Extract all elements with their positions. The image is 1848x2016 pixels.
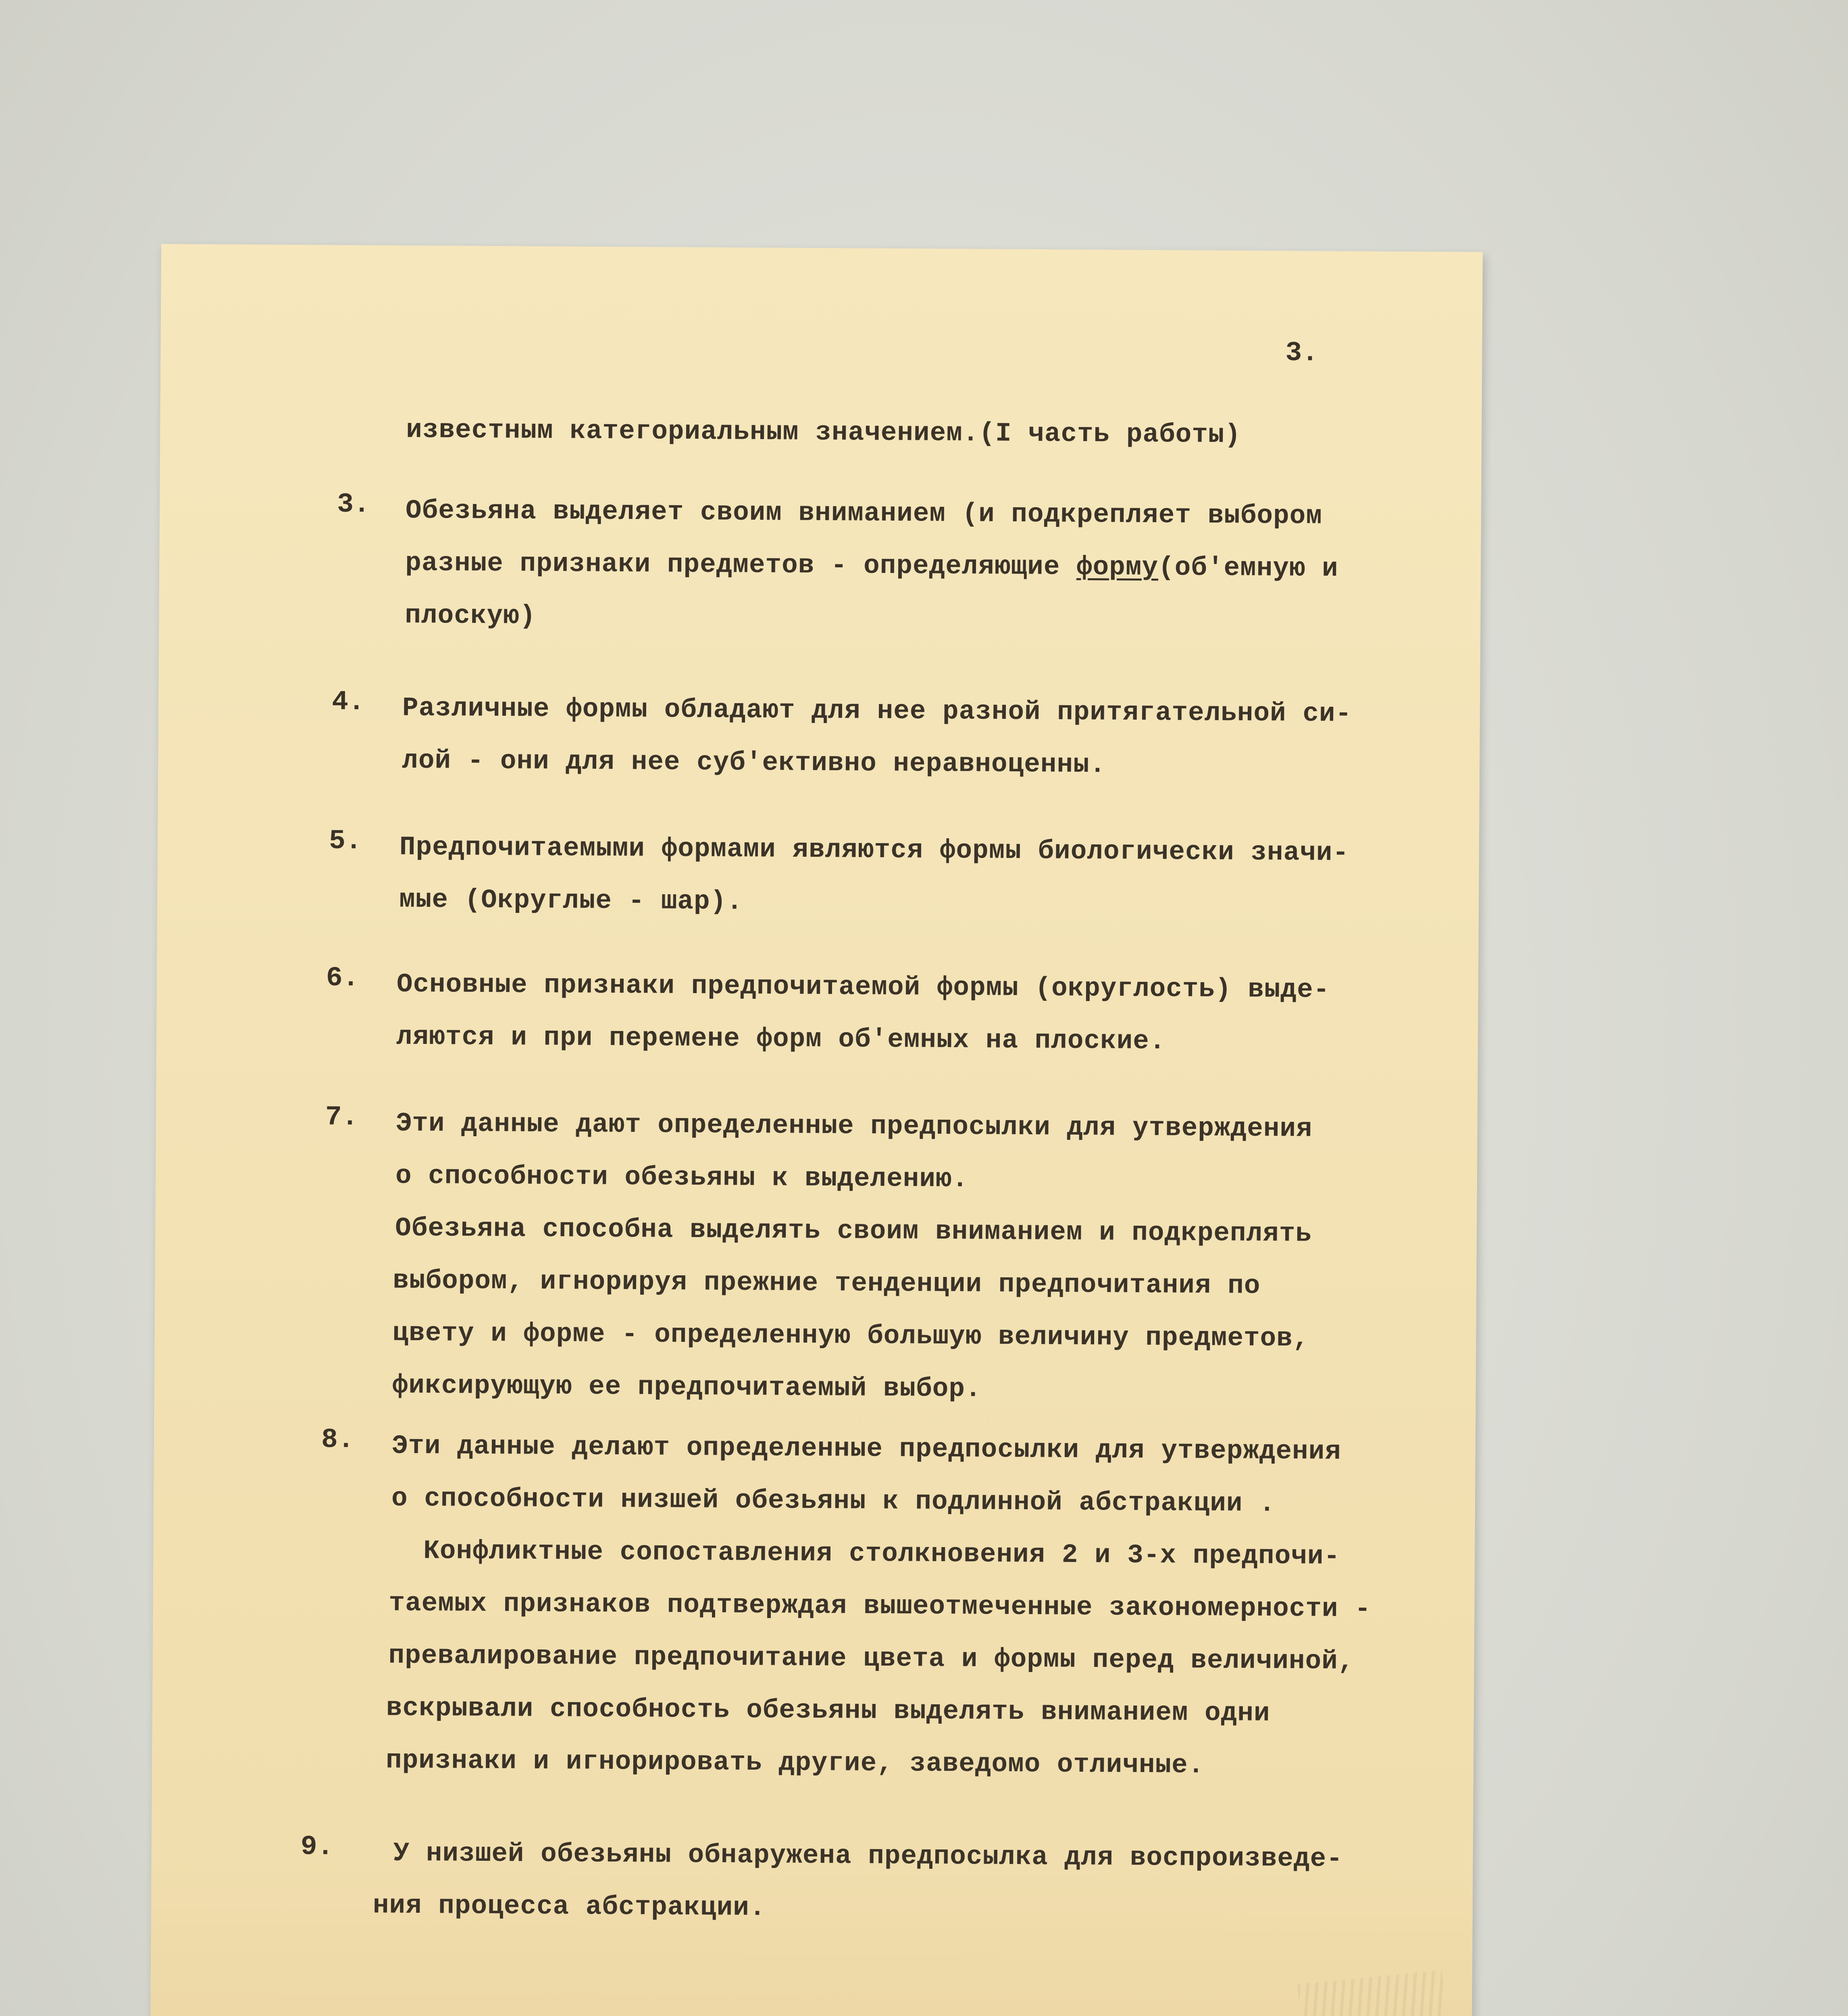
item-8-line-6: вскрывали способность обезьяны выделять вниманием одни	[386, 1693, 1270, 1729]
item-5-line-1: Предпочитаемыми формами являются формы биологически значи-	[399, 832, 1349, 868]
item-7-line-4: выбором, игнорируя прежние тенденции предпочитания по	[393, 1265, 1261, 1301]
item-5-number: 5.	[329, 825, 362, 857]
page-number: 3.	[1285, 337, 1319, 369]
item-4-line-1: Различные формы обладают для нее разной притягательной си-	[402, 693, 1352, 729]
faint-pencil-mark	[1297, 1970, 1446, 2016]
item-9-number: 9.	[300, 1831, 334, 1863]
item-7-line-1: Эти данные дают определенные предпосылки для утверждения	[395, 1108, 1313, 1144]
item-8-line-3: Конфликтные сопоставления столкновения 2 и 3-х предпочи-	[423, 1536, 1340, 1572]
item-8-line-4: таемых признаков подтверждая вышеотмеченные закономерности -	[389, 1588, 1371, 1624]
item-6-line-1: Основные признаки предпочитаемой формы (округлость) выде-	[396, 969, 1330, 1005]
item-3-line-1: Обезьяна выделяет своим вниманием (и подкрепляет выбором	[405, 495, 1323, 531]
item-3-number: 3.	[337, 489, 370, 521]
continuation-line: известным категориальным значением.(I часть работы)	[406, 414, 1241, 450]
item-7-number: 7.	[325, 1102, 358, 1133]
item-8-number: 8.	[321, 1424, 354, 1456]
item-3-underlined-word: форму	[1076, 552, 1159, 583]
item-3-line-3: плоскую)	[405, 600, 536, 631]
item-6-number: 6.	[326, 962, 359, 994]
item-4-line-2: лой - они для нее суб'ективно неравноценны.	[402, 745, 1106, 780]
item-7-line-6: фиксирующую ее предпочитаемый выбор.	[392, 1370, 982, 1404]
item-9-line-2: ния процесса абстракции.	[373, 1890, 766, 1923]
item-6-line-2: ляются и при перемене форм об'емных на плоские.	[396, 1021, 1166, 1057]
item-4-number: 4.	[331, 686, 365, 718]
item-7-line-5: цвету и форме - определенную большую величину предметов,	[392, 1318, 1309, 1354]
item-3-line-2-tail: (об'емную и	[1158, 552, 1338, 584]
item-8-line-2: о способности низшей обезьяны к подлинной абстракции .	[391, 1483, 1276, 1519]
item-8-line-5: превалирование предпочитание цвета и формы перед величиной,	[388, 1640, 1355, 1677]
typed-page	[150, 244, 1483, 2016]
item-3-line-2-start: разные признаки предметов - определяющие	[405, 548, 1077, 582]
item-8-line-1: Эти данные делают определенные предпосылки для утверждения	[391, 1431, 1342, 1467]
item-5-line-2: мые (Округлые - шар).	[399, 884, 743, 917]
item-8-line-7: признаки и игнорировать другие, заведомо отличные.	[385, 1745, 1205, 1781]
item-7-line-3: Обезьяна способна выделять своим вниманием и подкреплять	[395, 1213, 1312, 1249]
item-3-line-2	[405, 548, 1338, 584]
item-7-line-2: о способности обезьяны к выделению.	[395, 1160, 969, 1195]
item-9-line-1: У низшей обезьяны обнаружена предпосылка для воспроизведе-	[393, 1838, 1343, 1874]
